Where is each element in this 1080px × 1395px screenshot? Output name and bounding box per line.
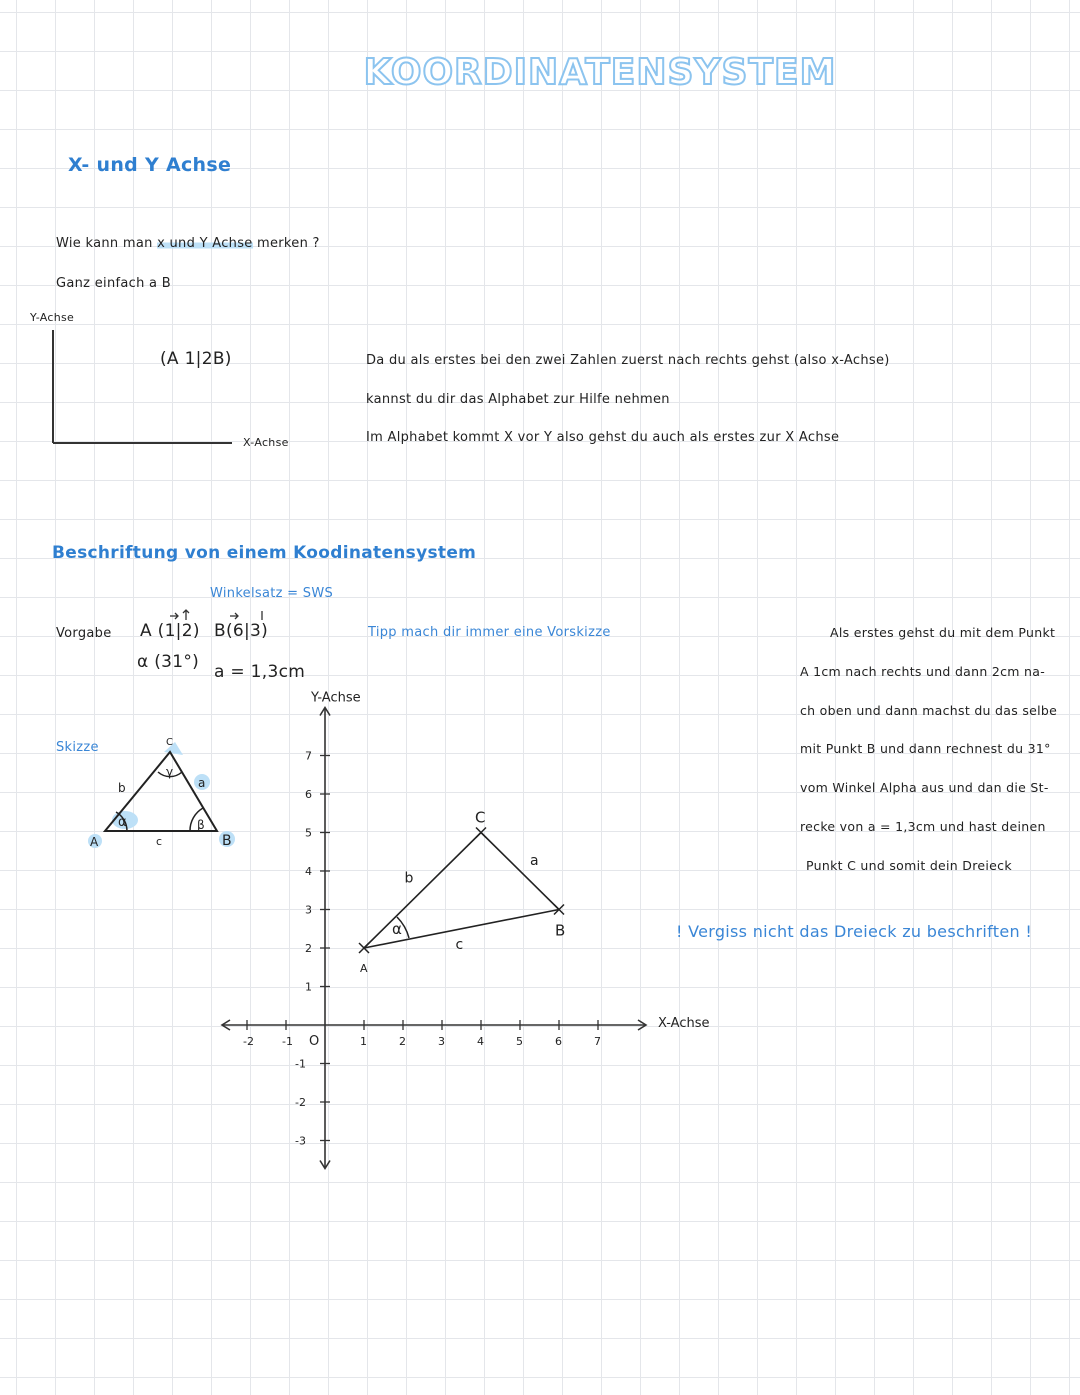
given-side-a: a = 1,3cm <box>214 662 306 682</box>
y-tick-label: 5 <box>305 826 312 840</box>
y-tick-label: -3 <box>295 1134 306 1148</box>
sketch-angle-beta: β <box>197 818 205 832</box>
step-line-3: ch oben und dann machst du das selbe <box>800 703 1058 718</box>
point-label-B: B <box>555 921 566 940</box>
explanation-line-3: Im Alphabet kommt X vor Y also gehst du auch als erstes zur X Achse <box>366 430 840 445</box>
sketch-side-c: c <box>156 835 163 848</box>
x-tick-label: -1 <box>282 1035 293 1048</box>
reminder-text: ! Vergiss nicht das Dreieck zu beschriften ! <box>676 922 1033 941</box>
sketch-side-b: b <box>118 781 126 795</box>
coordinate-chart <box>222 691 710 1169</box>
x-tick-label: 2 <box>399 1035 406 1048</box>
y-tick-label: 3 <box>305 903 312 917</box>
explanation-line-1: Da du als erstes bei den zwei Zahlen zuerst nach rechts gehst (also x-Achse) <box>366 353 890 368</box>
step-line-4: mit Punkt B und dann rechnest du 31° <box>800 741 1051 756</box>
step-line-7: Punkt C und somit dein Dreieck <box>806 858 1012 873</box>
angle-label-alpha: α <box>392 920 402 938</box>
step-line-5: vom Winkel Alpha aus und dan die St- <box>800 780 1049 795</box>
section-heading-labeling: Beschriftung von einem Koodinatensystem <box>52 543 477 563</box>
tip-text: Tipp mach dir immer eine Vorskizze <box>368 625 611 640</box>
vector-arrow-a2 <box>183 610 189 620</box>
explanation-line-2: kannst du dir das Alphabet zur Hilfe nehmen <box>366 392 670 407</box>
mini-y-axis-label: Y-Achse <box>30 311 75 324</box>
y-tick-label: 6 <box>305 788 312 801</box>
sketch-vertex-a: A <box>90 835 99 849</box>
sketch-side-a: a <box>198 776 206 790</box>
vector-arrow-a1 <box>170 613 178 619</box>
sketch-vertex-b: B <box>222 833 232 849</box>
y-tick-label: -2 <box>295 1096 306 1109</box>
given-point-b: B(6|3) <box>214 621 269 641</box>
side-label-b: b <box>404 870 414 887</box>
side-label-c: c <box>455 936 464 953</box>
sketch-label: Skizze <box>56 740 99 755</box>
answer-text: Ganz einfach a B <box>56 276 171 291</box>
given-point-a: A (1|2) <box>140 621 200 641</box>
y-tick-label: -1 <box>295 1057 306 1071</box>
page-title: KOORDINATENSYSTEM <box>363 52 837 93</box>
side-label-a: a <box>530 853 539 869</box>
y-tick-label: 2 <box>305 942 312 955</box>
triangle-side-b <box>364 833 481 949</box>
x-tick-label: 3 <box>438 1035 445 1048</box>
point-notation: (A 1|2B) <box>160 349 232 369</box>
y-tick-label: 7 <box>305 749 312 763</box>
sketch-vertex-c: C <box>166 737 173 748</box>
point-label-A: A <box>360 962 368 975</box>
step-line-6: recke von a = 1,3cm und hast deinen <box>800 819 1046 834</box>
y-tick-label: 4 <box>305 865 312 878</box>
sketch-angle-alpha: α <box>118 815 127 830</box>
vector-arrow-b1 <box>230 613 238 619</box>
x-tick-label: 6 <box>555 1035 562 1048</box>
triangle-side-a <box>481 833 559 910</box>
y-tick-label: 1 <box>305 980 312 994</box>
x-tick-label: 7 <box>594 1035 601 1048</box>
mini-x-axis-label: X-Achse <box>243 436 289 449</box>
point-label-C: C <box>475 808 486 827</box>
y-axis-label: Y-Achse <box>311 690 361 706</box>
vorgabe-label: Vorgabe <box>56 626 112 641</box>
x-tick-label: 5 <box>516 1035 523 1048</box>
given-alpha: α (31°) <box>137 652 200 672</box>
sketch-triangle <box>88 737 235 849</box>
x-tick-label: -2 <box>243 1035 254 1048</box>
mini-axes <box>53 330 232 443</box>
x-tick-label: 4 <box>477 1035 484 1048</box>
x-axis-label: X-Achse <box>658 1016 710 1031</box>
sketch-angle-gamma: γ <box>166 765 174 779</box>
section-heading-axes: X- und Y Achse <box>68 154 232 176</box>
question-text: Wie kann man x und Y Achse merken ? <box>56 236 320 251</box>
step-line-2: A 1cm nach rechts und dann 2cm na- <box>800 664 1046 679</box>
winkelsatz-text: Winkelsatz = SWS <box>210 586 334 601</box>
point-marker-C <box>476 828 486 838</box>
step-line-1: Als erstes gehst du mit dem Punkt <box>830 625 1056 640</box>
x-tick-label: 1 <box>360 1035 367 1048</box>
origin-label: O <box>309 1034 320 1049</box>
